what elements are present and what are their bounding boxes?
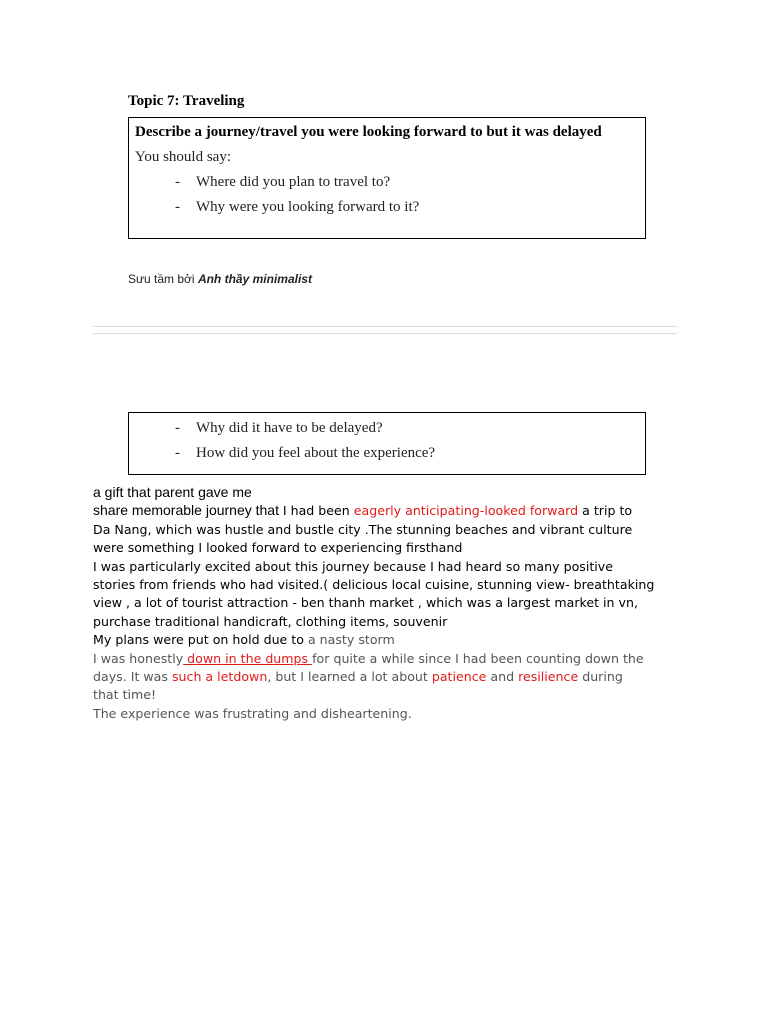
note-line: a gift that parent gave me (93, 484, 252, 500)
credit-author: Anh thầy minimalist (197, 272, 312, 286)
page-divider (93, 326, 677, 327)
note-text: and (486, 669, 519, 685)
note-line (93, 501, 678, 520)
note-text: days. It was (93, 669, 172, 685)
note-text: for quite a while since I had been counting down the (312, 650, 644, 666)
question-heading: Describe a journey/travel you were looking forward to but it was delayed (135, 124, 602, 140)
note-line (93, 631, 678, 649)
note-line: I was particularly excited about this journey because I had heard so many positive (93, 558, 613, 574)
note-text: My plans were put on hold due to (93, 632, 308, 648)
note-text: during (578, 669, 623, 685)
note-line: purchase traditional handicraft, clothing items, souvenir (93, 613, 448, 629)
note-line (93, 668, 678, 686)
highlight-phrase: resilience (518, 669, 579, 685)
question-item: Why were you looking forward to it? (196, 199, 420, 215)
note-line: The experience was frustrating and disheartening. (93, 705, 412, 721)
note-text: , but I learned a lot about (267, 669, 432, 685)
question-item: Why did it have to be delayed? (196, 420, 383, 436)
note-text: I had been (282, 503, 354, 519)
bullet-dash-icon: - (175, 445, 180, 461)
note-line: view , a lot of tourist attraction - ben thanh market , which was a largest market in vn, (93, 595, 638, 611)
note-text: a trip to (578, 503, 633, 519)
credit-line (128, 272, 312, 286)
note-line: stories from friends who had visited.( delicious local cuisine, stunning view- breathtaking (93, 577, 655, 593)
question-box-2 (128, 412, 646, 475)
bullet-dash-icon: - (175, 174, 180, 190)
note-text: a nasty storm (307, 632, 395, 648)
note-line: were something I looked forward to experiencing firsthand (93, 540, 463, 556)
note-line (93, 650, 678, 668)
note-text: I was honestly (93, 650, 184, 666)
note-line: Da Nang, which was hustle and bustle city .The stunning beaches and vibrant culture (93, 521, 633, 537)
bullet-dash-icon: - (175, 199, 180, 215)
highlight-phrase: eagerly anticipating-looked forward (353, 503, 579, 519)
page-divider (93, 333, 677, 334)
should-say-label: You should say: (135, 149, 231, 165)
credit-prefix: Sưu tầm bởi (128, 272, 198, 286)
answer-notes (93, 483, 678, 723)
bullet-dash-icon: - (175, 420, 180, 436)
note-line: that time! (93, 687, 157, 703)
note-text: share memorable journey that (93, 502, 283, 519)
question-item: Where did you plan to travel to? (196, 174, 391, 190)
highlight-phrase: down in the dumps (183, 650, 313, 666)
highlight-phrase: such a letdown (171, 669, 268, 685)
question-box-1 (128, 117, 646, 239)
highlight-phrase: patience (431, 669, 487, 685)
topic-title: Topic 7: Traveling (128, 93, 245, 109)
question-item: How did you feel about the experience? (196, 445, 436, 461)
